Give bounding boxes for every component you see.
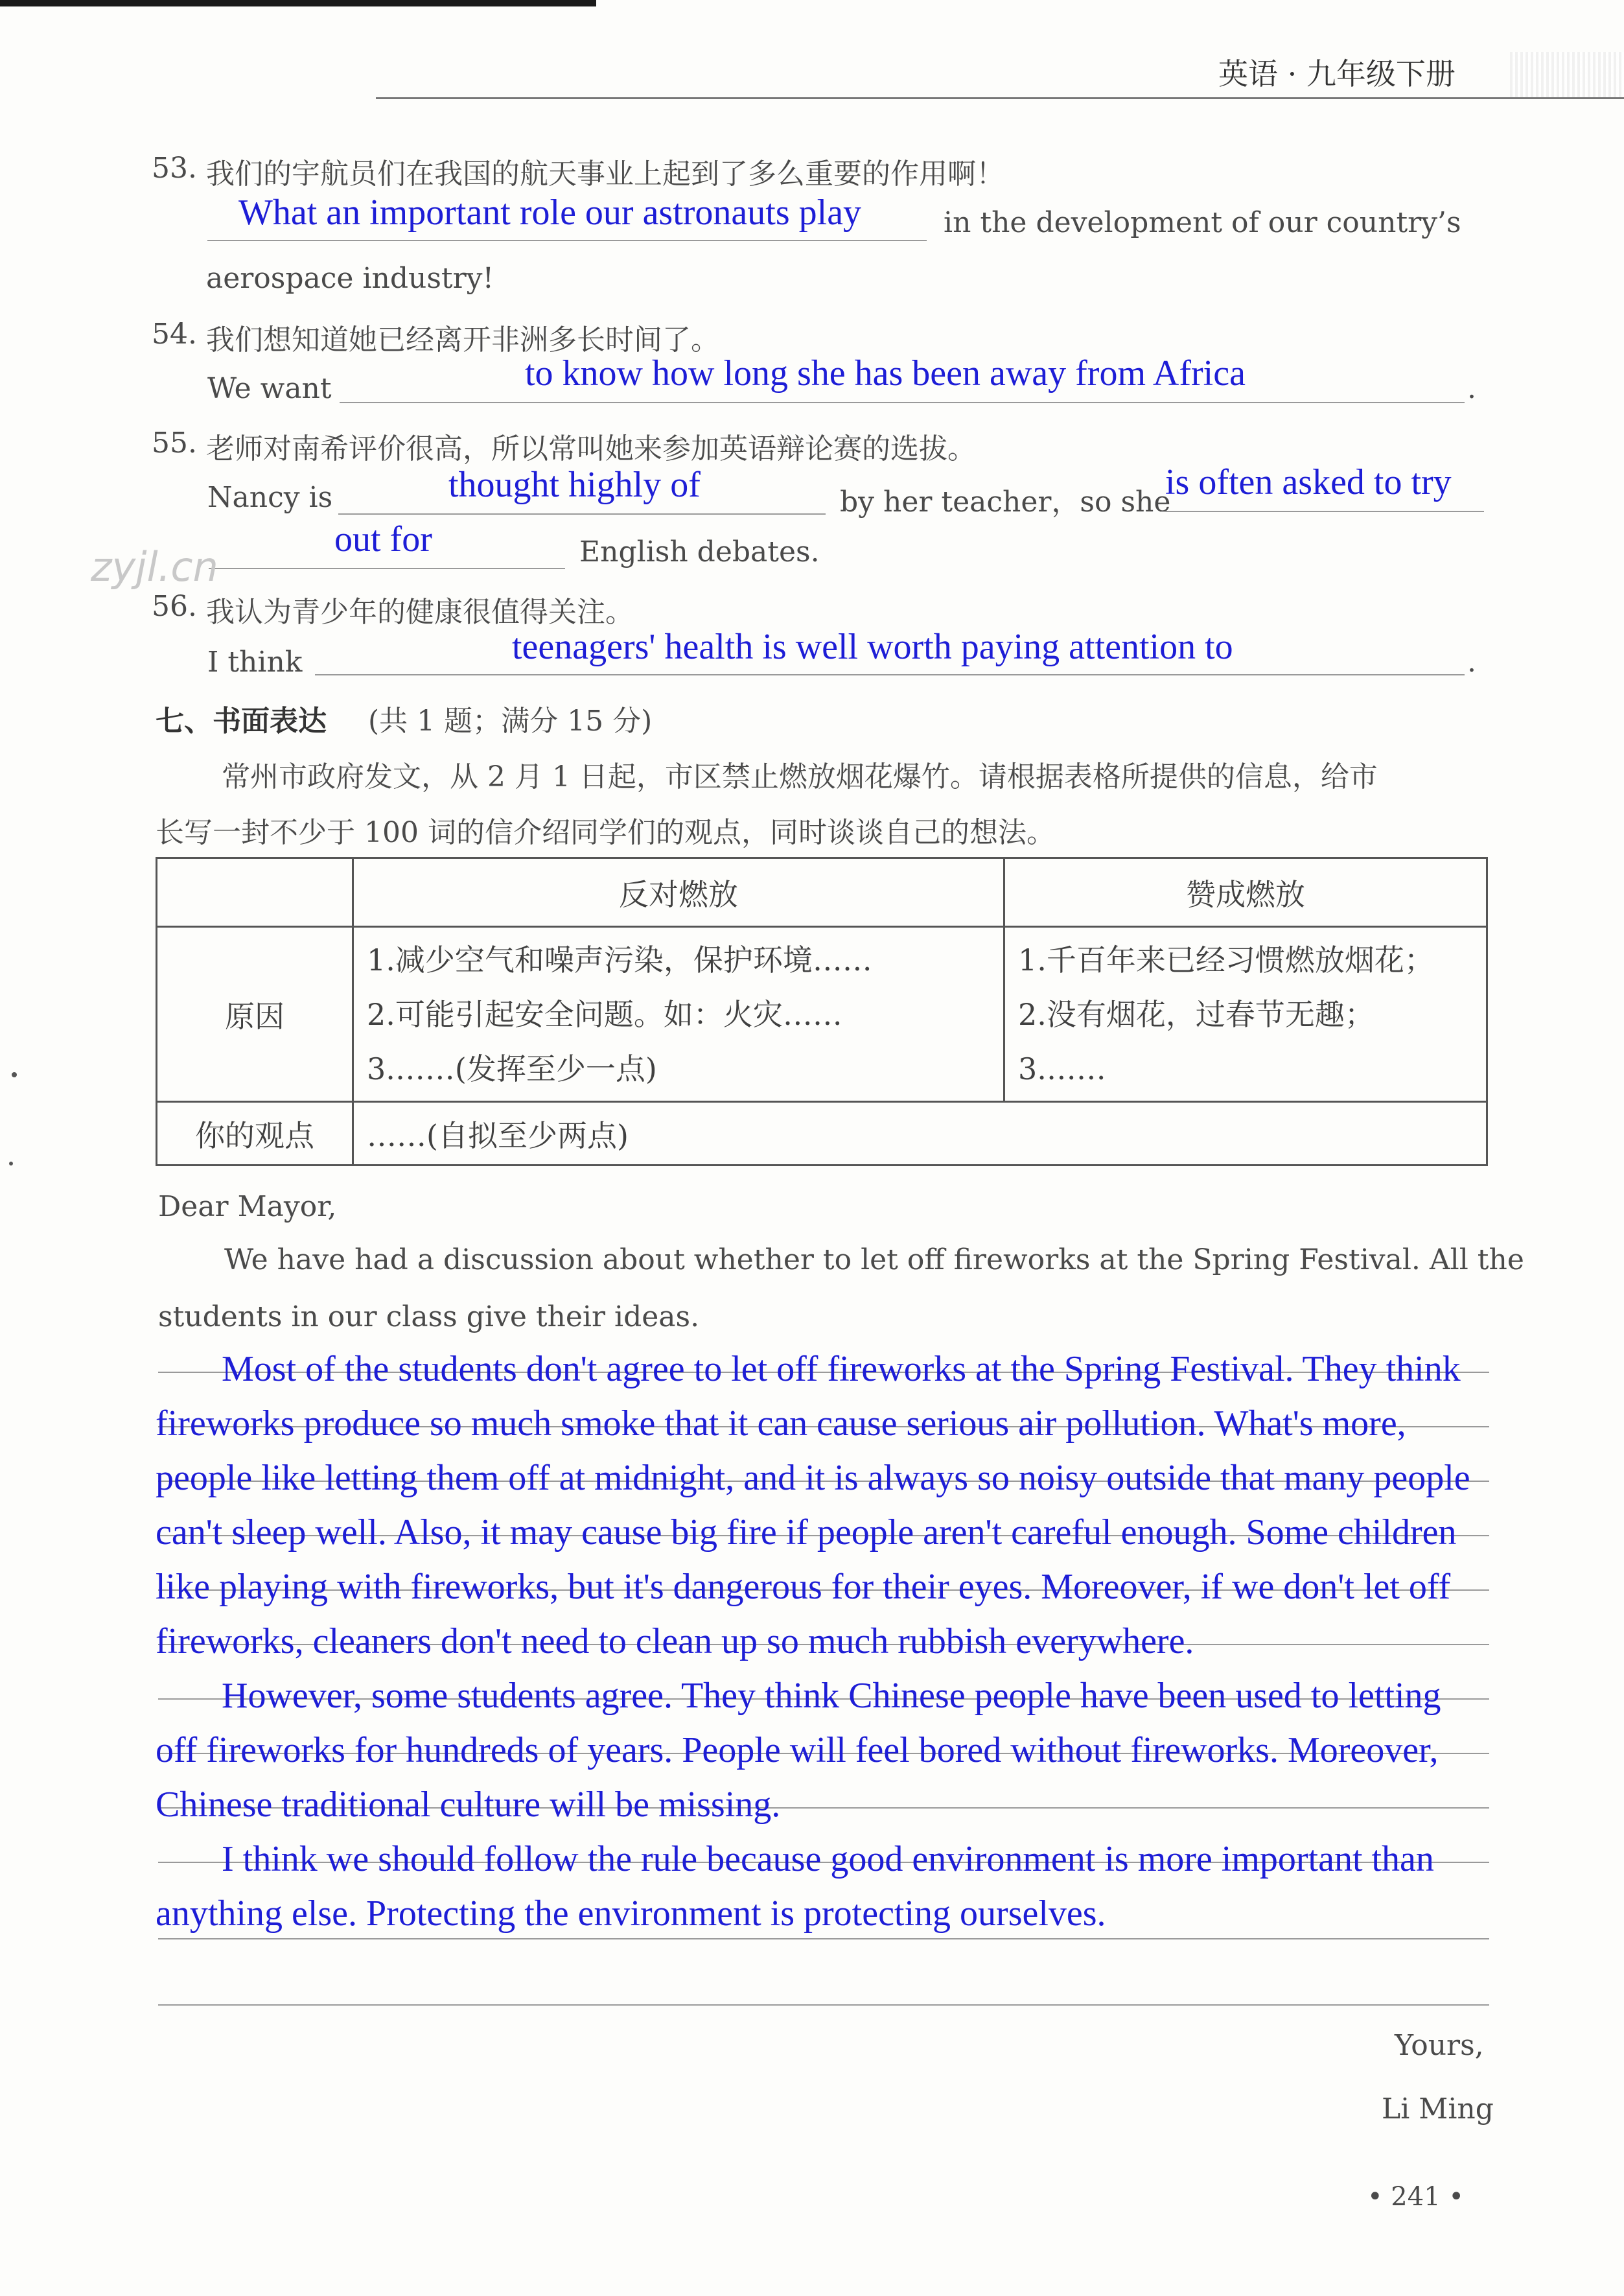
essay-line: people like letting them off at midnight, and it is always so noisy outside that many people — [156, 1458, 1470, 1498]
table-corner-cell — [157, 858, 353, 927]
page-header-title: 英语 · 九年级下册 — [1218, 56, 1456, 91]
essay-line: fireworks produce so much smoke that it can cause serious air pollution. What's more, — [156, 1403, 1406, 1444]
section7-instruction-line1: 常州市政府发文，从 2 月 1 日起，市区禁止燃放烟花爆竹。请根据表格所提供的信息，给市 — [222, 760, 1378, 793]
essay-line: can't sleep well. Also, it may cause big fire if people aren't careful enough. Some children — [156, 1512, 1457, 1552]
row-reason-header: 原因 — [157, 927, 353, 1102]
essay-line: fireworks, cleaners don't need to clean up so much rubbish everywhere. — [156, 1621, 1194, 1661]
q54-blank — [340, 402, 1465, 403]
letter-signature: Li Ming — [1382, 2092, 1494, 2126]
support-reason-1: 1.千百年来已经习惯燃放烟花； — [1018, 942, 1434, 978]
oppose-reason-1: 1.减少空气和噪声污染，保护环境…… — [367, 942, 872, 978]
row-view-header: 你的观点 — [157, 1102, 353, 1166]
q55-answer2a: is often asked to try — [1165, 462, 1452, 502]
q55-blank2a — [1160, 511, 1484, 512]
section7-instruction-line2: 长写一封不少于 100 词的信介绍同学们的观点，同时谈谈自己的想法。 — [156, 816, 1055, 849]
q55-prompt: 老师对南希评价很高，所以常叫她来参加英语辩论赛的选拔。 — [206, 432, 976, 465]
essay-line: I think we should follow the rule because good environment is more important than — [222, 1839, 1434, 1879]
letter-intro-line2: students in our class give their ideas. — [158, 1300, 700, 1333]
q55-answer2b: out for — [334, 519, 432, 559]
oppose-reason-2: 2.可能引起安全问题。如：火灾…… — [367, 996, 842, 1032]
support-reasons — [1004, 927, 1487, 1102]
essay-rule — [158, 2004, 1489, 2006]
opinion-table — [156, 857, 1488, 1166]
oppose-reason-3: 3.……(发挥至少一点) — [367, 1051, 657, 1086]
margin-speck — [9, 1162, 13, 1166]
q55-before: Nancy is — [207, 481, 333, 514]
top-edge-bar — [0, 0, 596, 6]
q53-blank — [207, 240, 927, 241]
q54-answer: to know how long she has been away from Africa — [525, 353, 1246, 393]
q55-number: 55. — [152, 427, 197, 460]
letter-intro-line1: We have had a discussion about whether to let off fireworks at the Spring Festival. All the — [224, 1243, 1524, 1276]
essay-line: Most of the students don't agree to let off fireworks at the Spring Festival. They think — [222, 1349, 1461, 1389]
essay-line: anything else. Protecting the environment is protecting ourselves. — [156, 1893, 1106, 1934]
col-oppose-header: 反对燃放 — [353, 858, 1004, 927]
view-cell: ……(自拟至少两点) — [353, 1102, 1487, 1166]
q53-answer: What an important role our astronauts play — [238, 193, 862, 233]
q54-before: We want — [207, 372, 332, 405]
q55-blank2b — [209, 568, 565, 569]
q56-end: . — [1467, 646, 1476, 679]
header-rule — [376, 97, 1624, 99]
q53-continuation: aerospace industry! — [206, 262, 494, 295]
letter-closing: Yours, — [1395, 2029, 1484, 2062]
essay-line: like playing with fireworks, but it's dangerous for their eyes. Moreover, if we don't let off — [156, 1567, 1451, 1607]
section7-meta: (共 1 题；满分 15 分) — [368, 705, 653, 738]
letter-salutation: Dear Mayor, — [158, 1190, 337, 1223]
oppose-reasons — [353, 927, 1004, 1102]
essay-line: However, some students agree. They think Chinese people have been used to letting — [222, 1676, 1441, 1716]
q55-middle: by her teacher，so she — [840, 486, 1171, 519]
q56-answer: teenagers' health is well worth paying attention to — [512, 627, 1233, 667]
essay-rule — [158, 1938, 1489, 1939]
q53-prompt: 我们的宇航员们在我国的航天事业上起到了多么重要的作用啊！ — [206, 158, 1004, 191]
header-texture — [1510, 52, 1624, 97]
q56-prompt: 我认为青少年的健康很值得关注。 — [206, 596, 634, 629]
essay-line: Chinese traditional culture will be missing. — [156, 1785, 781, 1825]
q54-end: . — [1467, 372, 1476, 405]
col-support-header: 赞成燃放 — [1004, 858, 1487, 927]
essay-line: off fireworks for hundreds of years. People will feel bored without fireworks. Moreover, — [156, 1730, 1439, 1770]
q55-end: English debates. — [579, 535, 820, 568]
q55-answer1: thought highly of — [448, 465, 701, 505]
q54-number: 54. — [152, 318, 197, 351]
q54-prompt: 我们想知道她已经离开非洲多长时间了。 — [206, 323, 719, 357]
q56-before: I think — [207, 646, 303, 679]
support-reason-2: 2.没有烟花，过春节无趣； — [1018, 996, 1375, 1032]
q55-blank1 — [338, 513, 826, 515]
page-number: • 241 • — [1367, 2182, 1464, 2212]
watermark-text: zyjl.cn — [91, 543, 218, 591]
q56-number: 56. — [152, 590, 197, 623]
margin-speck — [12, 1072, 17, 1077]
support-reason-3: 3.…… — [1018, 1051, 1106, 1086]
section7-title: 七、书面表达 — [156, 705, 327, 738]
q53-after: in the development of our country’s — [944, 206, 1461, 239]
q53-number: 53. — [152, 152, 197, 185]
q56-blank — [315, 674, 1465, 675]
